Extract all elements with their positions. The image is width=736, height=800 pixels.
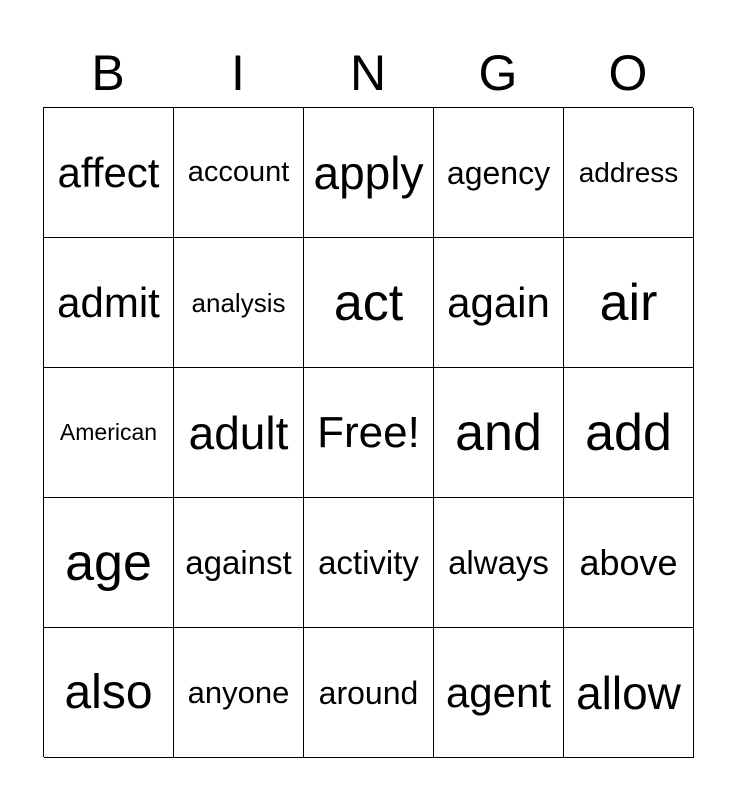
bingo-cell: admit bbox=[44, 238, 174, 368]
bingo-cell: against bbox=[174, 498, 304, 628]
header-letter-i: I bbox=[231, 45, 245, 101]
bingo-cell: apply bbox=[304, 108, 434, 238]
bingo-board bbox=[43, 107, 693, 757]
bingo-header bbox=[43, 40, 693, 106]
bingo-cell: add bbox=[564, 368, 694, 498]
header-letter-n: N bbox=[349, 45, 387, 101]
bingo-cell: always bbox=[434, 498, 564, 628]
bingo-cell: agent bbox=[434, 628, 564, 758]
bingo-cell: affect bbox=[44, 108, 174, 238]
bingo-cell: anyone bbox=[174, 628, 304, 758]
bingo-cell: agency bbox=[434, 108, 564, 238]
bingo-cell: above bbox=[564, 498, 694, 628]
bingo-cell: age bbox=[44, 498, 174, 628]
bingo-cell: American bbox=[44, 368, 174, 498]
bingo-cell: account bbox=[174, 108, 304, 238]
bingo-cell: analysis bbox=[174, 238, 304, 368]
bingo-cell: allow bbox=[564, 628, 694, 758]
bingo-cell: again bbox=[434, 238, 564, 368]
bingo-cell: around bbox=[304, 628, 434, 758]
bingo-cell: act bbox=[304, 238, 434, 368]
header-letter-o: O bbox=[608, 45, 648, 101]
bingo-cell: adult bbox=[174, 368, 304, 498]
header-letter-b: B bbox=[91, 45, 125, 101]
header-letter-g: G bbox=[478, 45, 518, 101]
bingo-cell: also bbox=[44, 628, 174, 758]
bingo-cell: activity bbox=[304, 498, 434, 628]
bingo-cell: address bbox=[564, 108, 694, 238]
free-space-cell: Free! bbox=[304, 368, 434, 498]
bingo-cell: and bbox=[434, 368, 564, 498]
bingo-cell: air bbox=[564, 238, 694, 368]
